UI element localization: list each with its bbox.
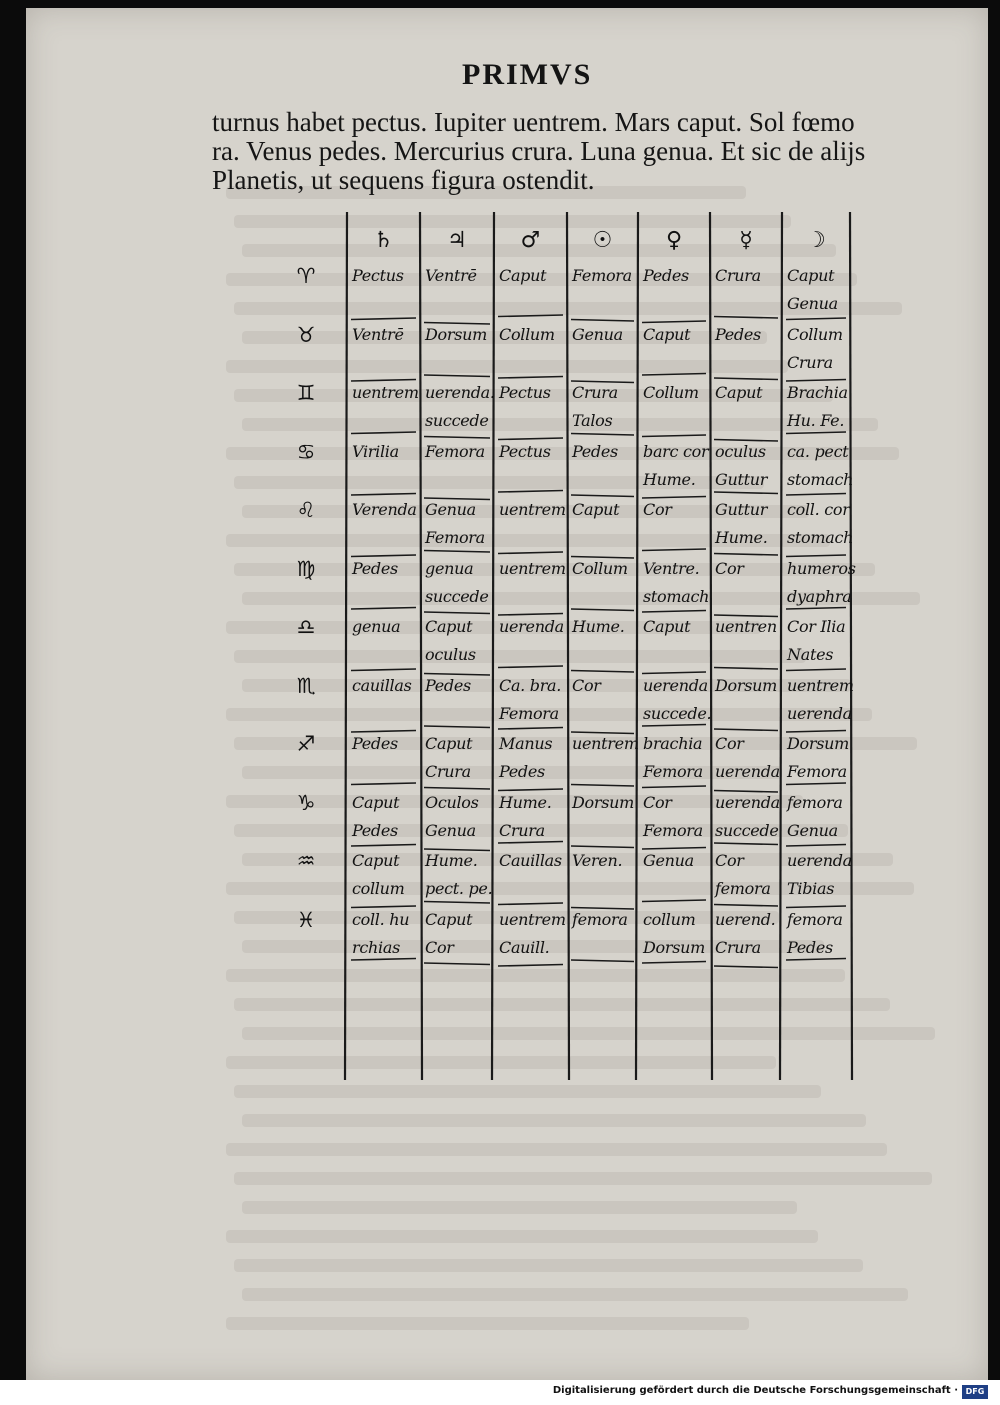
row-rule [351, 783, 416, 785]
cell-line: collum [352, 879, 405, 898]
table-cell [787, 496, 853, 552]
table-cell [643, 730, 703, 786]
cell-line: Crura [499, 820, 545, 840]
table-cell [425, 730, 472, 786]
cell-line: Pectus [499, 441, 551, 461]
table-cell [499, 555, 566, 583]
cell-line: femora [787, 909, 843, 929]
table-cell [643, 789, 703, 845]
cell-line: Genua [572, 324, 623, 344]
cell-line: rchias [352, 937, 400, 957]
cell-line: uentrem [499, 500, 566, 519]
footer-credit: Digitalisierung gefördert durch die Deutsche Forschungsgemeinschaft · [552, 1385, 958, 1396]
row-rule [498, 315, 563, 317]
table-cell [352, 438, 399, 466]
cell-line: cauillas [352, 675, 412, 695]
zodiac-sign-icon: ♏ [296, 673, 316, 698]
table-cell [425, 847, 492, 903]
table-cell [352, 321, 404, 349]
cell-line: Caput [425, 734, 473, 753]
cell-line: uentrem [352, 383, 419, 402]
table-cell [499, 789, 552, 845]
cell-line: Femora [643, 820, 703, 840]
planet-symbol-icon: ☉ [592, 228, 613, 253]
cell-line: femora [572, 909, 628, 929]
row-rule [786, 845, 846, 847]
cell-line: Hume. [425, 851, 478, 870]
row-rule [642, 900, 706, 902]
table-cell [499, 906, 566, 962]
cell-line: Pedes [787, 937, 833, 957]
cell-line: Caput [572, 500, 620, 519]
column-rule [567, 212, 569, 1080]
table-cell [499, 496, 566, 524]
cell-line: Verenda [352, 500, 417, 519]
cell-line: coll. cor [787, 500, 850, 519]
cell-line: Virilia [352, 441, 399, 461]
cell-line: Pedes [352, 558, 398, 578]
cell-line: Collum [572, 558, 628, 578]
cell-line: Pedes [425, 675, 471, 695]
table-cell [643, 906, 705, 962]
column-rule [420, 212, 422, 1080]
table-cell [572, 321, 623, 349]
table-cell [499, 438, 551, 466]
cell-line: Crura [787, 352, 833, 372]
cell-line: brachia [643, 734, 703, 753]
cell-line: Cor [572, 675, 601, 695]
zodiac-sign-icon: ♌ [296, 498, 316, 522]
cell-line: uerenda. [425, 383, 495, 402]
table-cell [715, 496, 768, 552]
cell-line: Femora [499, 703, 559, 723]
cell-line: stomach [643, 586, 710, 606]
cell-line: Manus [499, 734, 553, 753]
intro-line: turnus habet pectus. Iupiter uentrem. Mars caput. Sol fœmo [212, 107, 855, 137]
cell-line: stomach [787, 528, 854, 547]
cell-line: Caput [787, 266, 835, 285]
zodiac-sign-icon: ♉ [296, 322, 316, 347]
table-cell [787, 262, 838, 318]
row-rule [351, 318, 416, 320]
table-cell [425, 789, 479, 845]
cell-line: Caput [715, 383, 763, 402]
table-cell [352, 730, 398, 758]
row-rule [424, 375, 490, 377]
table-cell [499, 613, 564, 641]
row-rule [714, 317, 778, 319]
intro-line: Planetis, ut sequens figura ostendit. [212, 165, 595, 195]
zodiac-sign-icon: ♎ [296, 615, 316, 639]
cell-line: Collum [499, 324, 555, 344]
cell-line: uerenda [643, 675, 708, 695]
row-rule [642, 611, 706, 613]
table-cell [352, 613, 400, 641]
cell-line: Femora [643, 762, 703, 781]
row-rule [642, 962, 706, 964]
table-cell [499, 379, 551, 407]
table-cell [425, 379, 495, 435]
table-cell [572, 672, 601, 700]
cell-line: succede [715, 820, 779, 840]
cell-line: Pedes [715, 324, 761, 344]
cell-line: uerenda [715, 792, 780, 812]
table-cell [643, 613, 690, 641]
cell-line: Dorsum [715, 675, 777, 695]
table-cell [352, 672, 412, 700]
column-rule [636, 212, 638, 1080]
table-cell [787, 321, 843, 377]
table-cell [352, 847, 405, 903]
cell-line: Tibias [787, 879, 835, 898]
row-rule [642, 786, 706, 788]
cell-line: Femora [572, 266, 632, 285]
table-cell [425, 321, 487, 349]
row-rule [571, 785, 634, 787]
table-cell [425, 555, 489, 611]
cell-line: coll. hu [352, 909, 410, 929]
cell-line: Cor Ilia [787, 617, 846, 636]
cell-line: pect. pe. [425, 879, 493, 898]
cell-line: uerend. [715, 909, 776, 929]
row-rule [351, 494, 416, 496]
row-rule [351, 669, 416, 671]
cell-line: uentrem [787, 675, 854, 695]
cell-line: Hume. [643, 469, 696, 489]
cell-line: Pedes [572, 441, 618, 461]
cell-line: Ventrē [352, 324, 404, 344]
table-cell [643, 555, 709, 611]
cell-line: Genua [425, 500, 476, 519]
cell-line: succede [425, 411, 489, 430]
row-rule [351, 845, 416, 847]
table-cell [499, 730, 552, 786]
cell-line: Cor [643, 792, 672, 812]
cell-line: Cor [715, 558, 744, 578]
cell-line: Caput [425, 617, 473, 636]
row-rule [714, 966, 778, 968]
cell-line: stomach [787, 469, 854, 489]
cell-line: Dorsum [425, 324, 487, 344]
table-cell [499, 321, 555, 349]
cell-line: Hume. [572, 617, 625, 636]
row-rule [498, 666, 563, 668]
table-cell [499, 672, 561, 728]
table-cell [572, 379, 618, 435]
table-cell [715, 847, 771, 903]
cell-line: ca. pect [787, 441, 849, 461]
row-rule [498, 728, 563, 730]
row-rule [424, 963, 490, 965]
table-cell [715, 379, 762, 407]
cell-line: Crura [715, 937, 761, 957]
table-cell [787, 906, 843, 962]
table-cell [643, 672, 711, 728]
cell-line: Caput [499, 266, 547, 285]
cell-line: uentren [715, 617, 777, 636]
cell-line: Caput [643, 617, 691, 636]
cell-line: Cor [425, 937, 454, 957]
planet-symbol-icon: ♂ [520, 228, 541, 253]
table-cell [572, 555, 628, 583]
table-cell [352, 496, 417, 524]
cell-line: Veren. [572, 851, 623, 870]
zodiac-sign-icon: ♒ [296, 849, 316, 873]
table-cell [572, 438, 618, 466]
column-rule [710, 212, 712, 1080]
row-rule [714, 668, 778, 670]
cell-line: Genua [425, 820, 476, 840]
cell-line: Femora [787, 762, 847, 781]
table-cell [787, 730, 849, 786]
cell-line: Pectus [499, 383, 551, 402]
table-cell [572, 906, 628, 934]
cell-line: Oculos [425, 792, 479, 812]
cell-line: Dorsum [572, 792, 634, 812]
row-rule [351, 432, 416, 434]
row-rule [642, 435, 706, 437]
cell-line: Collum [643, 383, 699, 402]
row-rule [498, 377, 563, 379]
table-cell [572, 730, 639, 758]
cell-line: oculus [715, 441, 766, 461]
row-rule [571, 609, 634, 611]
table-cell [787, 672, 854, 728]
planet-symbol-icon: ♀ [665, 228, 683, 253]
cell-line: Nates [787, 645, 834, 664]
cell-line: Crura [715, 266, 761, 285]
table-cell [715, 555, 744, 583]
cell-line: femora [787, 792, 843, 812]
table-cell [425, 496, 485, 552]
planet-symbol-icon: ☽ [806, 228, 826, 253]
cell-line: genua [425, 558, 474, 578]
table-cell [715, 262, 761, 290]
cell-line: uentrem [499, 909, 566, 929]
zodiac-sign-icon: ♓ [296, 907, 316, 932]
table-cell [425, 613, 476, 669]
table-cell [572, 613, 625, 641]
table-cell [787, 379, 848, 435]
zodiac-sign-icon: ♋ [296, 439, 316, 464]
cell-line: Caput [643, 324, 691, 344]
table-cell [572, 789, 634, 817]
planet-symbol-icon: ♄ [373, 228, 394, 253]
cell-line: Femora [425, 528, 485, 547]
row-rule [498, 965, 563, 967]
table-cell [787, 438, 853, 494]
cell-line: oculus [425, 645, 476, 664]
cell-line: uentrem [572, 734, 639, 753]
row-rule [786, 318, 846, 320]
table-cell [643, 321, 690, 349]
cell-line: Pedes [499, 762, 545, 781]
table-cell [787, 789, 843, 845]
table-cell [352, 262, 404, 290]
cell-line: Pectus [352, 266, 404, 285]
table-cell [787, 847, 852, 903]
table-cell [499, 262, 546, 290]
cell-line: uerenda [715, 762, 780, 781]
table-cell [787, 555, 856, 611]
row-rule [786, 494, 846, 496]
row-rule [498, 491, 563, 493]
cell-line: barc cor [643, 441, 709, 461]
dfg-logo: DFG [962, 1385, 988, 1399]
table-cell [352, 379, 419, 407]
cell-line: Cor [643, 500, 672, 519]
row-rule [786, 669, 846, 671]
row-rule [498, 552, 563, 554]
table-cell [643, 496, 672, 524]
table-cell [715, 321, 761, 349]
cell-line: Cauillas [499, 851, 562, 870]
cell-line: Ca. bra. [499, 675, 562, 695]
cell-line: Cauill. [499, 937, 550, 957]
table-cell [425, 262, 477, 290]
row-rule [424, 726, 490, 728]
table-cell [715, 730, 780, 786]
planet-symbol-icon: ☿ [739, 228, 753, 253]
cell-line: Cor [715, 851, 744, 870]
row-rule [571, 960, 634, 962]
table-cell [425, 672, 471, 700]
cell-line: Caput [352, 792, 400, 812]
table-cell [715, 613, 777, 641]
zodiac-sign-icon: ♈ [296, 264, 316, 288]
cell-line: Hume. [715, 528, 768, 547]
cell-line: uerenda [787, 851, 852, 870]
cell-line: Hume. [499, 792, 552, 812]
cell-line: dyaphra [787, 586, 852, 606]
table-cell [715, 672, 777, 700]
cell-line: genua [352, 617, 401, 636]
table-cell [715, 789, 780, 845]
table-cell [715, 906, 775, 962]
row-rule [642, 374, 706, 376]
table-cell [352, 789, 399, 845]
table-cell [787, 613, 845, 669]
table-cell [572, 262, 632, 290]
table-cell [352, 906, 409, 962]
cell-line: Dorsum [643, 937, 705, 957]
intro-line: ra. Venus pedes. Mercurius crura. Luna genua. Et sic de alijs [212, 136, 866, 166]
table-cell [643, 438, 708, 494]
planet-symbol-icon: ♃ [447, 228, 467, 253]
cell-line: Guttur [715, 469, 768, 489]
cell-line: Femora [425, 441, 485, 461]
cell-line: Ventre. [643, 558, 700, 578]
cell-line: Pedes [352, 820, 398, 840]
cell-line: Dorsum [787, 734, 849, 753]
cell-line: Genua [643, 851, 694, 870]
cell-line: Caput [425, 909, 473, 929]
cell-line: Hu. Fe. [787, 411, 845, 430]
cell-line: collum [643, 909, 696, 929]
cell-line: Crura [572, 383, 618, 402]
cell-line: humeros [787, 558, 856, 578]
row-rule [642, 549, 706, 551]
row-rule [498, 903, 563, 905]
cell-line: Genua [787, 294, 838, 313]
table-cell [715, 438, 767, 494]
cell-line: Caput [352, 851, 400, 870]
row-rule [351, 608, 416, 610]
cell-line: Pedes [643, 266, 689, 285]
cell-line: Cor [715, 734, 744, 753]
zodiac-sign-icon: ♑ [296, 790, 316, 815]
column-rule [780, 212, 782, 1080]
zodiac-sign-icon: ♍ [296, 556, 316, 581]
cell-line: Ventrē [425, 266, 477, 285]
table-cell [425, 906, 472, 962]
column-rule [492, 212, 494, 1080]
cell-line: Crura [425, 762, 471, 781]
table-cell [643, 847, 694, 875]
table-cell [425, 438, 485, 466]
cell-line: uerenda [499, 617, 564, 636]
zodiac-sign-icon: ♊ [296, 381, 316, 405]
column-rule [345, 212, 347, 1080]
running-head: PRIMVS [462, 58, 593, 91]
cell-line: Talos [572, 411, 613, 430]
table-cell [499, 847, 562, 875]
table-cell [352, 555, 398, 583]
cell-line: uentrem [499, 558, 566, 578]
column-rule [850, 212, 852, 1080]
table-cell [643, 379, 699, 407]
cell-line: femora [715, 879, 771, 898]
cell-line: Collum [787, 324, 843, 344]
zodiac-sign-icon: ♐ [296, 732, 316, 756]
cell-line: succede [425, 586, 489, 606]
cell-line: succede. [643, 703, 712, 723]
cell-line: Genua [787, 820, 838, 840]
cell-line: Brachia [787, 383, 848, 402]
cell-line: uerenda [787, 703, 852, 723]
cell-line: Pedes [352, 734, 398, 753]
cell-line: Guttur [715, 500, 768, 519]
table-cell [572, 847, 622, 875]
table-cell [572, 496, 619, 524]
table-cell [643, 262, 689, 290]
